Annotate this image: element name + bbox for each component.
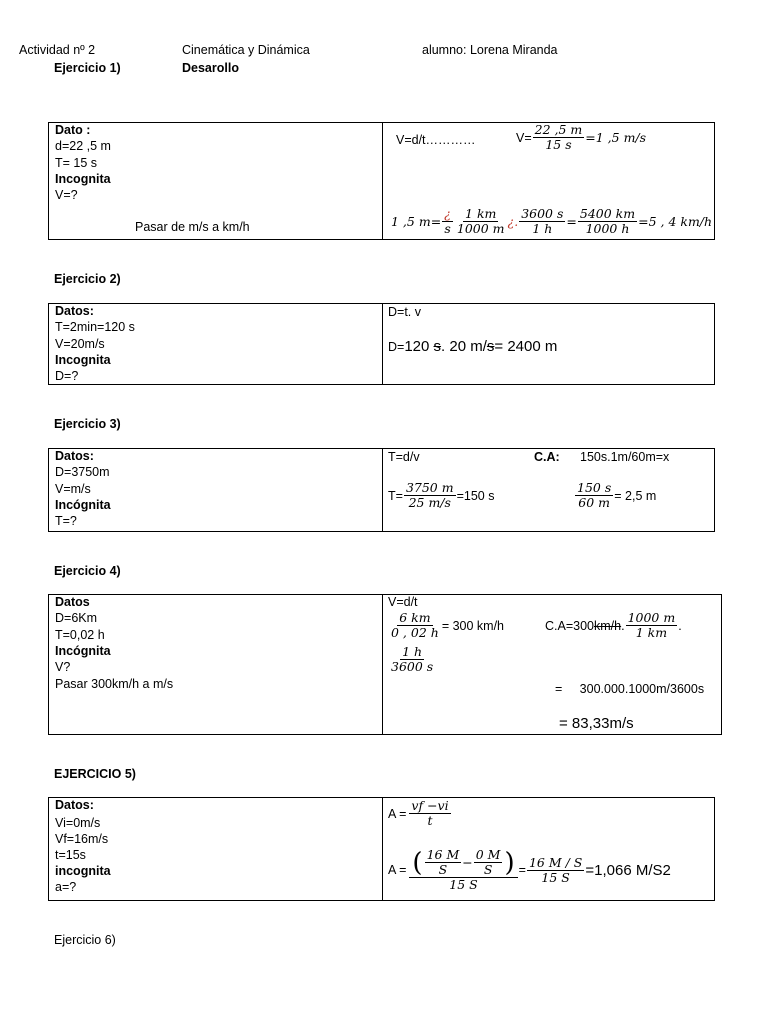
ca-numerator: 1000 m — [627, 610, 676, 625]
exercise-6-title: Ejercicio 6) — [54, 933, 116, 947]
fraction-2-denominator: 1 h — [532, 221, 553, 236]
unit-conversion — [391, 207, 712, 236]
activity-label: Actividad nº 2 — [19, 43, 96, 57]
t-numerator: 3750 m — [405, 480, 454, 495]
distance-value: D=6Km — [55, 611, 98, 625]
column-divider — [382, 798, 383, 900]
ca-denominator: 60 m — [578, 495, 610, 510]
conversion-equals: = — [430, 214, 442, 229]
conversion-fraction-3 — [578, 207, 637, 236]
convert-instruction: Pasar de m/s a km/h — [135, 220, 250, 234]
fraction-1-denominator: 1000 m — [456, 221, 505, 236]
a-denominator: t — [427, 813, 433, 828]
fraction-2-numerator: 3600 s — [521, 206, 564, 221]
conversion-glyph: ¿ — [444, 206, 451, 221]
ca-text: 150s.1m/60m=x — [580, 450, 670, 464]
exercise-5-table — [48, 797, 715, 901]
conversion-glyph-2: ¿. — [507, 214, 519, 229]
exercise-3-title: Ejercicio 3) — [54, 417, 121, 431]
conversion-glyph-fraction — [442, 207, 453, 236]
velocity-unknown: V? — [55, 660, 71, 674]
r-frac-2-num: 0 M — [475, 847, 501, 862]
convert-instruction: Pasar 300km/h a m/s — [55, 677, 174, 691]
result-value: = 2400 m — [494, 338, 558, 355]
data-label: Dato : — [55, 123, 91, 137]
v-result: =1 ,5 m/s — [585, 130, 647, 145]
column-divider — [382, 449, 383, 531]
velocity-calculation — [516, 123, 646, 152]
initial-velocity: Vi=0m/s — [55, 816, 101, 830]
a-fraction — [409, 799, 450, 828]
acceleration-unknown: a=? — [55, 880, 77, 894]
v-numerator: 6 km — [399, 610, 431, 625]
r-prefix: A = — [388, 863, 407, 877]
exercise-2-table — [48, 303, 715, 385]
final-velocity: Vf=16m/s — [55, 832, 109, 846]
time-value: T=2min=120 s — [55, 320, 135, 334]
result-time: 120 — [404, 338, 434, 355]
a-numerator: vf −vi — [411, 798, 449, 813]
v-result: = 300 km/h — [441, 618, 505, 633]
a-prefix: A = — [388, 806, 407, 821]
distance-formula: D=t. v — [388, 305, 421, 319]
velocity-unknown: V=? — [55, 188, 78, 202]
r-frac-1-num: 16 M — [426, 847, 460, 862]
student-label: alumno: Lorena Miranda — [422, 43, 558, 57]
unknown-label: Incognita — [55, 172, 111, 186]
conversion-equals-2: = — [566, 214, 577, 229]
subject-label: Cinemática y Dinámica — [182, 43, 310, 57]
development-label: Desarollo — [182, 61, 239, 75]
fraction-1-numerator: 1 km — [465, 206, 497, 221]
ca-fraction — [575, 481, 613, 510]
exercise-3-table — [48, 448, 715, 532]
exercise-2-title: Ejercicio 2) — [54, 272, 121, 286]
time-unknown: T=? — [55, 514, 77, 528]
r-frac-1 — [425, 848, 462, 877]
ca-denominator: 1 km — [635, 625, 668, 640]
ca-dot: . — [621, 618, 625, 633]
data-label: Datos: — [55, 449, 94, 463]
time-calculation — [388, 481, 494, 510]
distance-value: d=22 ,5 m — [55, 139, 111, 153]
fraction-3-numerator: 5400 km — [579, 206, 636, 221]
t-fraction — [404, 481, 456, 510]
hour-fraction — [389, 645, 435, 674]
distance-unknown: D=? — [55, 369, 79, 383]
column-divider — [382, 304, 383, 384]
conversion-lead: 1 ,5 m — [391, 214, 431, 229]
velocity-value: V=20m/s — [55, 337, 105, 351]
v-numerator: 22 ,5 m — [534, 122, 583, 137]
r-outer-numerator: ( $\frac{16 M}{S}$ − $\frac{0 M}{S}$ ) — [409, 848, 517, 878]
exercise-4-table — [48, 594, 722, 735]
time-value: T= 15 s — [55, 156, 98, 170]
r-minus: − — [462, 854, 473, 870]
exercise-1-title: Ejercicio 1) — [54, 61, 121, 75]
ca-fraction — [626, 611, 678, 640]
unknown-label: Incógnita — [55, 498, 111, 512]
r-frac-3-den: 15 S — [541, 869, 570, 885]
t-prefix: T= — [388, 488, 403, 503]
ca-line-3: = 83,33m/s — [559, 715, 634, 732]
column-divider — [382, 123, 383, 239]
result-prefix: D= — [388, 339, 405, 354]
hour-denominator: 3600 s — [391, 659, 434, 674]
r-outer-denominator: 15 S — [449, 877, 478, 892]
ca-cancel-unit: km/h — [594, 618, 622, 633]
ca-result: = 2,5 m — [614, 488, 657, 503]
exercise-5-title: EJERCICIO 5) — [54, 767, 136, 781]
ca-line-2: = 300.000.1000m/3600s — [555, 682, 705, 696]
time-value: t=15s — [55, 848, 86, 862]
r-frac-3 — [527, 856, 584, 885]
data-label: Datos: — [55, 798, 94, 812]
v-denominator: 15 s — [545, 137, 572, 152]
unknown-label: incognita — [55, 864, 111, 878]
result-velocity: . 20 m/ — [441, 338, 487, 355]
v-fraction — [533, 123, 585, 152]
ca-label: C.A: — [534, 450, 560, 464]
result-cancel-s: s — [433, 338, 442, 355]
column-divider — [382, 595, 383, 734]
conversion-fraction-1 — [455, 207, 507, 236]
distance-result — [388, 338, 557, 355]
exercise-4-title: Ejercicio 4) — [54, 564, 121, 578]
data-label: Datos: — [55, 304, 94, 318]
velocity-calculation — [388, 611, 504, 640]
v-denominator: 0 , 02 h — [391, 625, 439, 640]
conversion-result: =5 , 4 km/h — [638, 214, 713, 229]
velocity-formula: V=d/t — [388, 595, 418, 609]
ca-prefix: C.A=300 — [545, 618, 594, 633]
conversion-fraction-2 — [519, 207, 565, 236]
ca-numerator: 150 s — [577, 480, 612, 495]
t-result: =150 s — [456, 488, 495, 503]
velocity-formula: V=d/t………… — [396, 133, 476, 147]
acceleration-result — [388, 848, 671, 892]
hour-numerator: 1 h — [402, 644, 423, 659]
exercise-1-table — [48, 122, 715, 240]
data-label: Datos — [55, 595, 90, 609]
ca-calculation — [574, 481, 656, 510]
v-prefix: V= — [516, 130, 532, 145]
result-cancel-s-2: s — [486, 338, 495, 355]
r-outer-fraction — [409, 848, 517, 892]
velocity-value: V=m/s — [55, 482, 91, 496]
time-formula: T=d/v — [388, 450, 420, 464]
r-frac-1-den: S — [438, 862, 448, 877]
r-result: =1,066 M/S2 — [585, 861, 671, 879]
r-frac-2-den: S — [483, 862, 493, 877]
r-frac-2 — [474, 848, 503, 877]
ca-calculation — [545, 611, 682, 640]
v-fraction — [389, 611, 441, 640]
unknown-label: Incognita — [55, 353, 111, 367]
ca-end: . — [678, 618, 682, 633]
r-frac-3-num: 16 M / S — [528, 854, 583, 870]
acceleration-formula — [388, 799, 452, 828]
time-value: T=0,02 h — [55, 628, 105, 642]
conversion-s: s — [444, 221, 451, 236]
hour-fraction-wrap — [388, 645, 436, 674]
r-equals: = — [518, 863, 526, 877]
unknown-label: Incógnita — [55, 644, 111, 658]
distance-value: D=3750m — [55, 465, 110, 479]
fraction-3-denominator: 1000 h — [585, 221, 630, 236]
t-denominator: 25 m/s — [408, 495, 451, 510]
